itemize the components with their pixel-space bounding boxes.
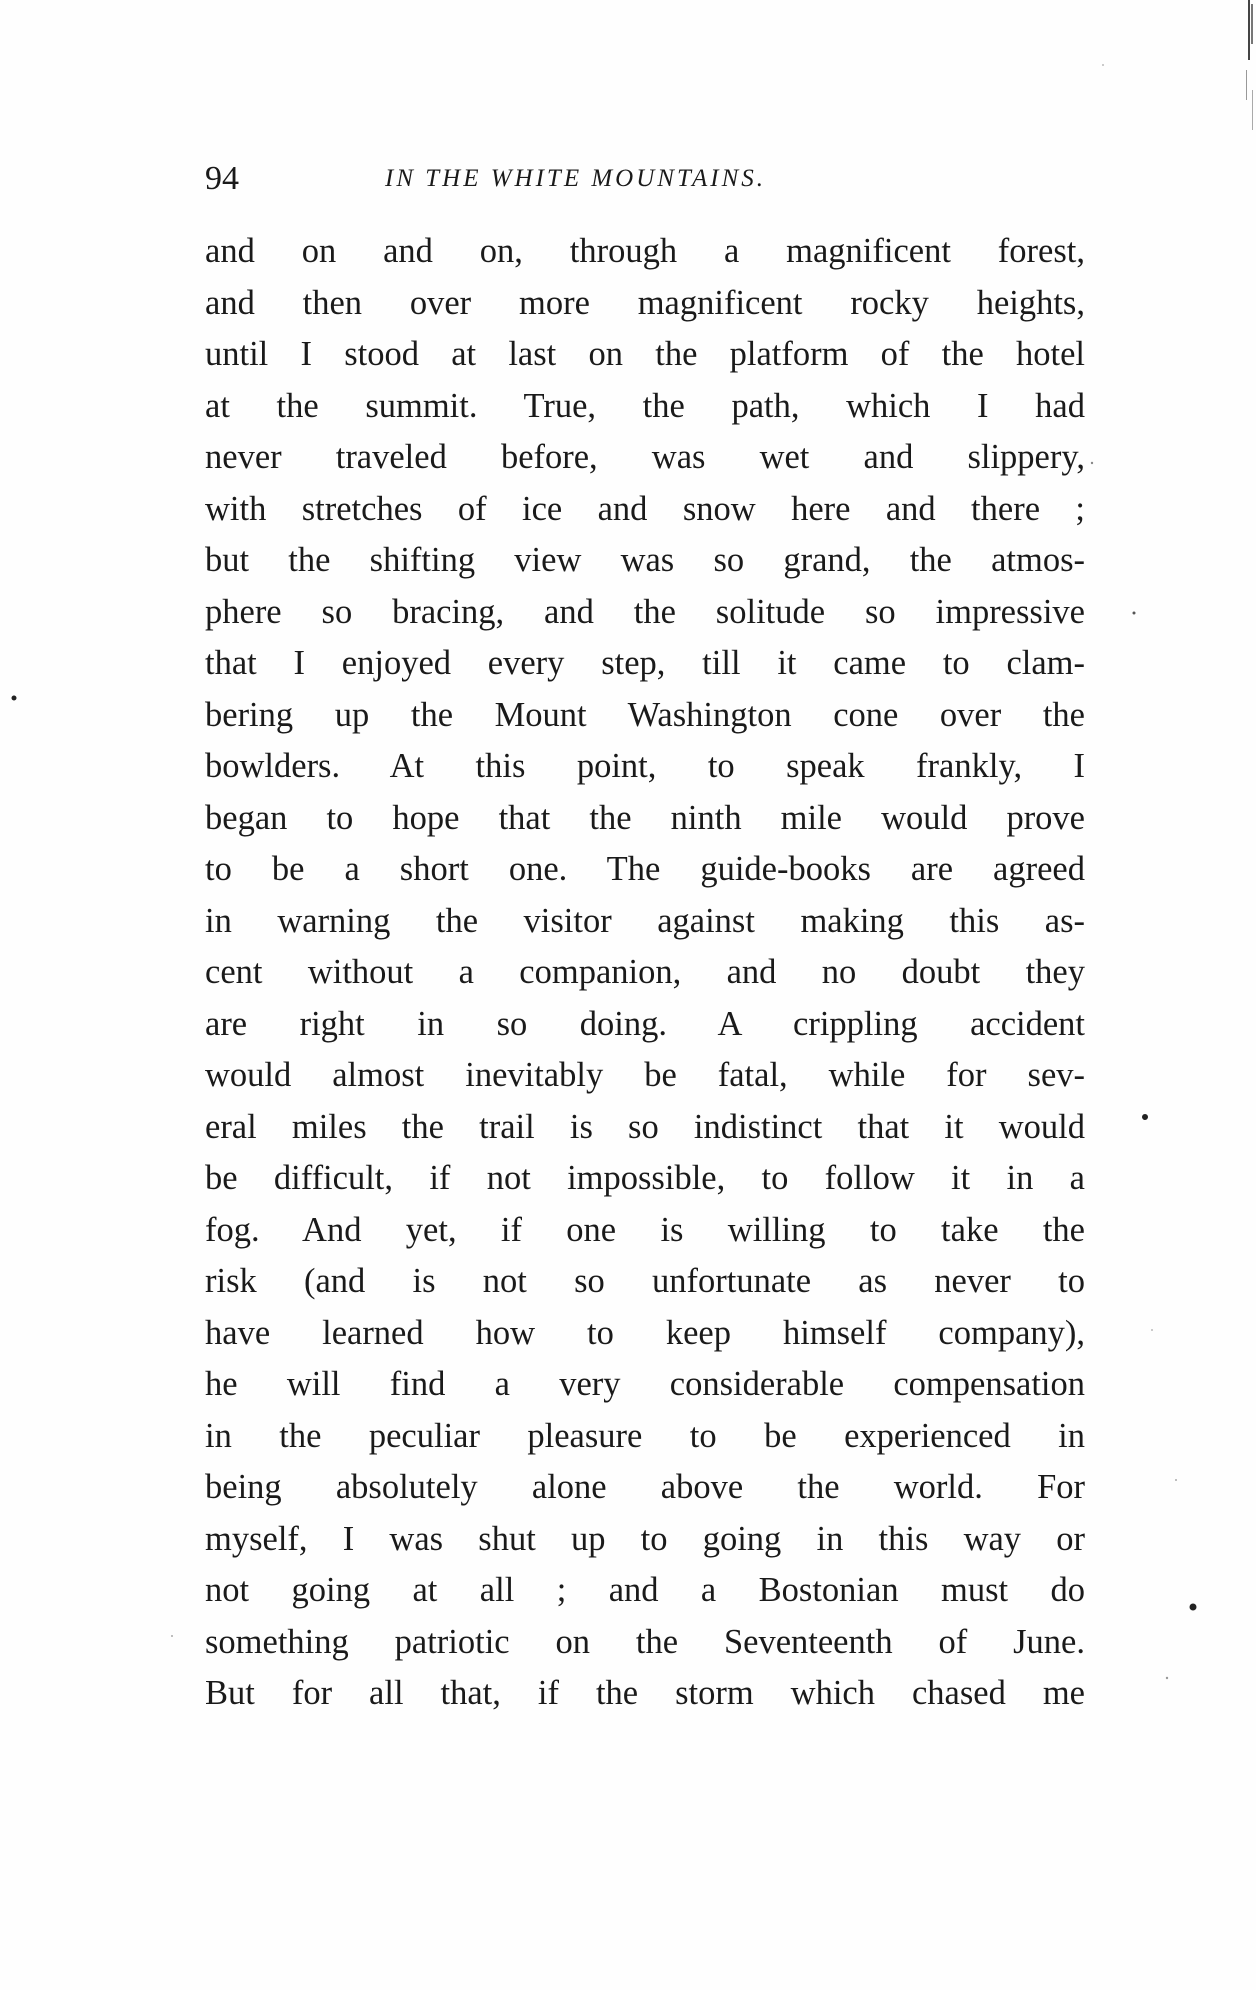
- text-line: being absolutely alone above the world. For: [205, 1468, 1085, 1506]
- text-line: risk (and is not so unfortunate as never to: [205, 1262, 1085, 1300]
- page-header: [205, 158, 1085, 200]
- text-line: eral miles the trail is so indistinct that it would: [205, 1107, 1085, 1146]
- text-line: until I stood at last on the platform of the hotel: [205, 335, 1085, 373]
- text-line: something patriotic on the Seventeenth of June.: [205, 1622, 1085, 1661]
- text-line: he will find a very considerable compensation: [205, 1365, 1085, 1403]
- text-line: never traveled before, was wet and slippery,: [205, 438, 1085, 476]
- text-line: but the shifting view was so grand, the atmos-: [205, 541, 1085, 579]
- text-line: cent without a companion, and no doubt they: [205, 953, 1085, 991]
- text-line: at the summit. True, the path, which I had: [205, 386, 1085, 425]
- text-line: and on and on, through a magnificent forest,: [205, 232, 1085, 270]
- body-text: [205, 226, 1085, 1720]
- text-line: and then over more magnificent rocky heights,: [205, 283, 1085, 322]
- text-line: not going at all ; and a Bostonian must do: [205, 1571, 1085, 1609]
- text-line: in the peculiar pleasure to be experienced in: [205, 1416, 1085, 1455]
- text-line: to be a short one. The guide-books are agreed: [205, 850, 1085, 888]
- text-line: with stretches of ice and snow here and there ;: [205, 489, 1085, 528]
- running-head: IN THE WHITE MOUNTAINS.: [385, 165, 767, 192]
- text-line: bowlders. At this point, to speak frankly, I: [205, 747, 1085, 785]
- text-line: would almost inevitably be fatal, while for sev-: [205, 1056, 1085, 1094]
- text-line: bering up the Mount Washington cone over the: [205, 695, 1085, 734]
- text-line: have learned how to keep himself company),: [205, 1313, 1085, 1352]
- text-line: began to hope that the ninth mile would prove: [205, 798, 1085, 837]
- text-line: be difficult, if not impossible, to follow it in a: [205, 1159, 1085, 1197]
- text-line: are right in so doing. A crippling accident: [205, 1004, 1085, 1043]
- page-edge-scan-artifact: [1242, 0, 1256, 140]
- text-line: phere so bracing, and the solitude so impressive: [205, 592, 1085, 631]
- text-line: that I enjoyed every step, till it came to clam-: [205, 644, 1085, 682]
- text-line: in warning the visitor against making this as-: [205, 901, 1085, 940]
- page-number: 94: [205, 160, 239, 197]
- text-line: fog. And yet, if one is willing to take the: [205, 1210, 1085, 1249]
- text-line: myself, I was shut up to going in this way or: [205, 1519, 1085, 1558]
- text-line: But for all that, if the storm which chased me: [205, 1674, 1085, 1712]
